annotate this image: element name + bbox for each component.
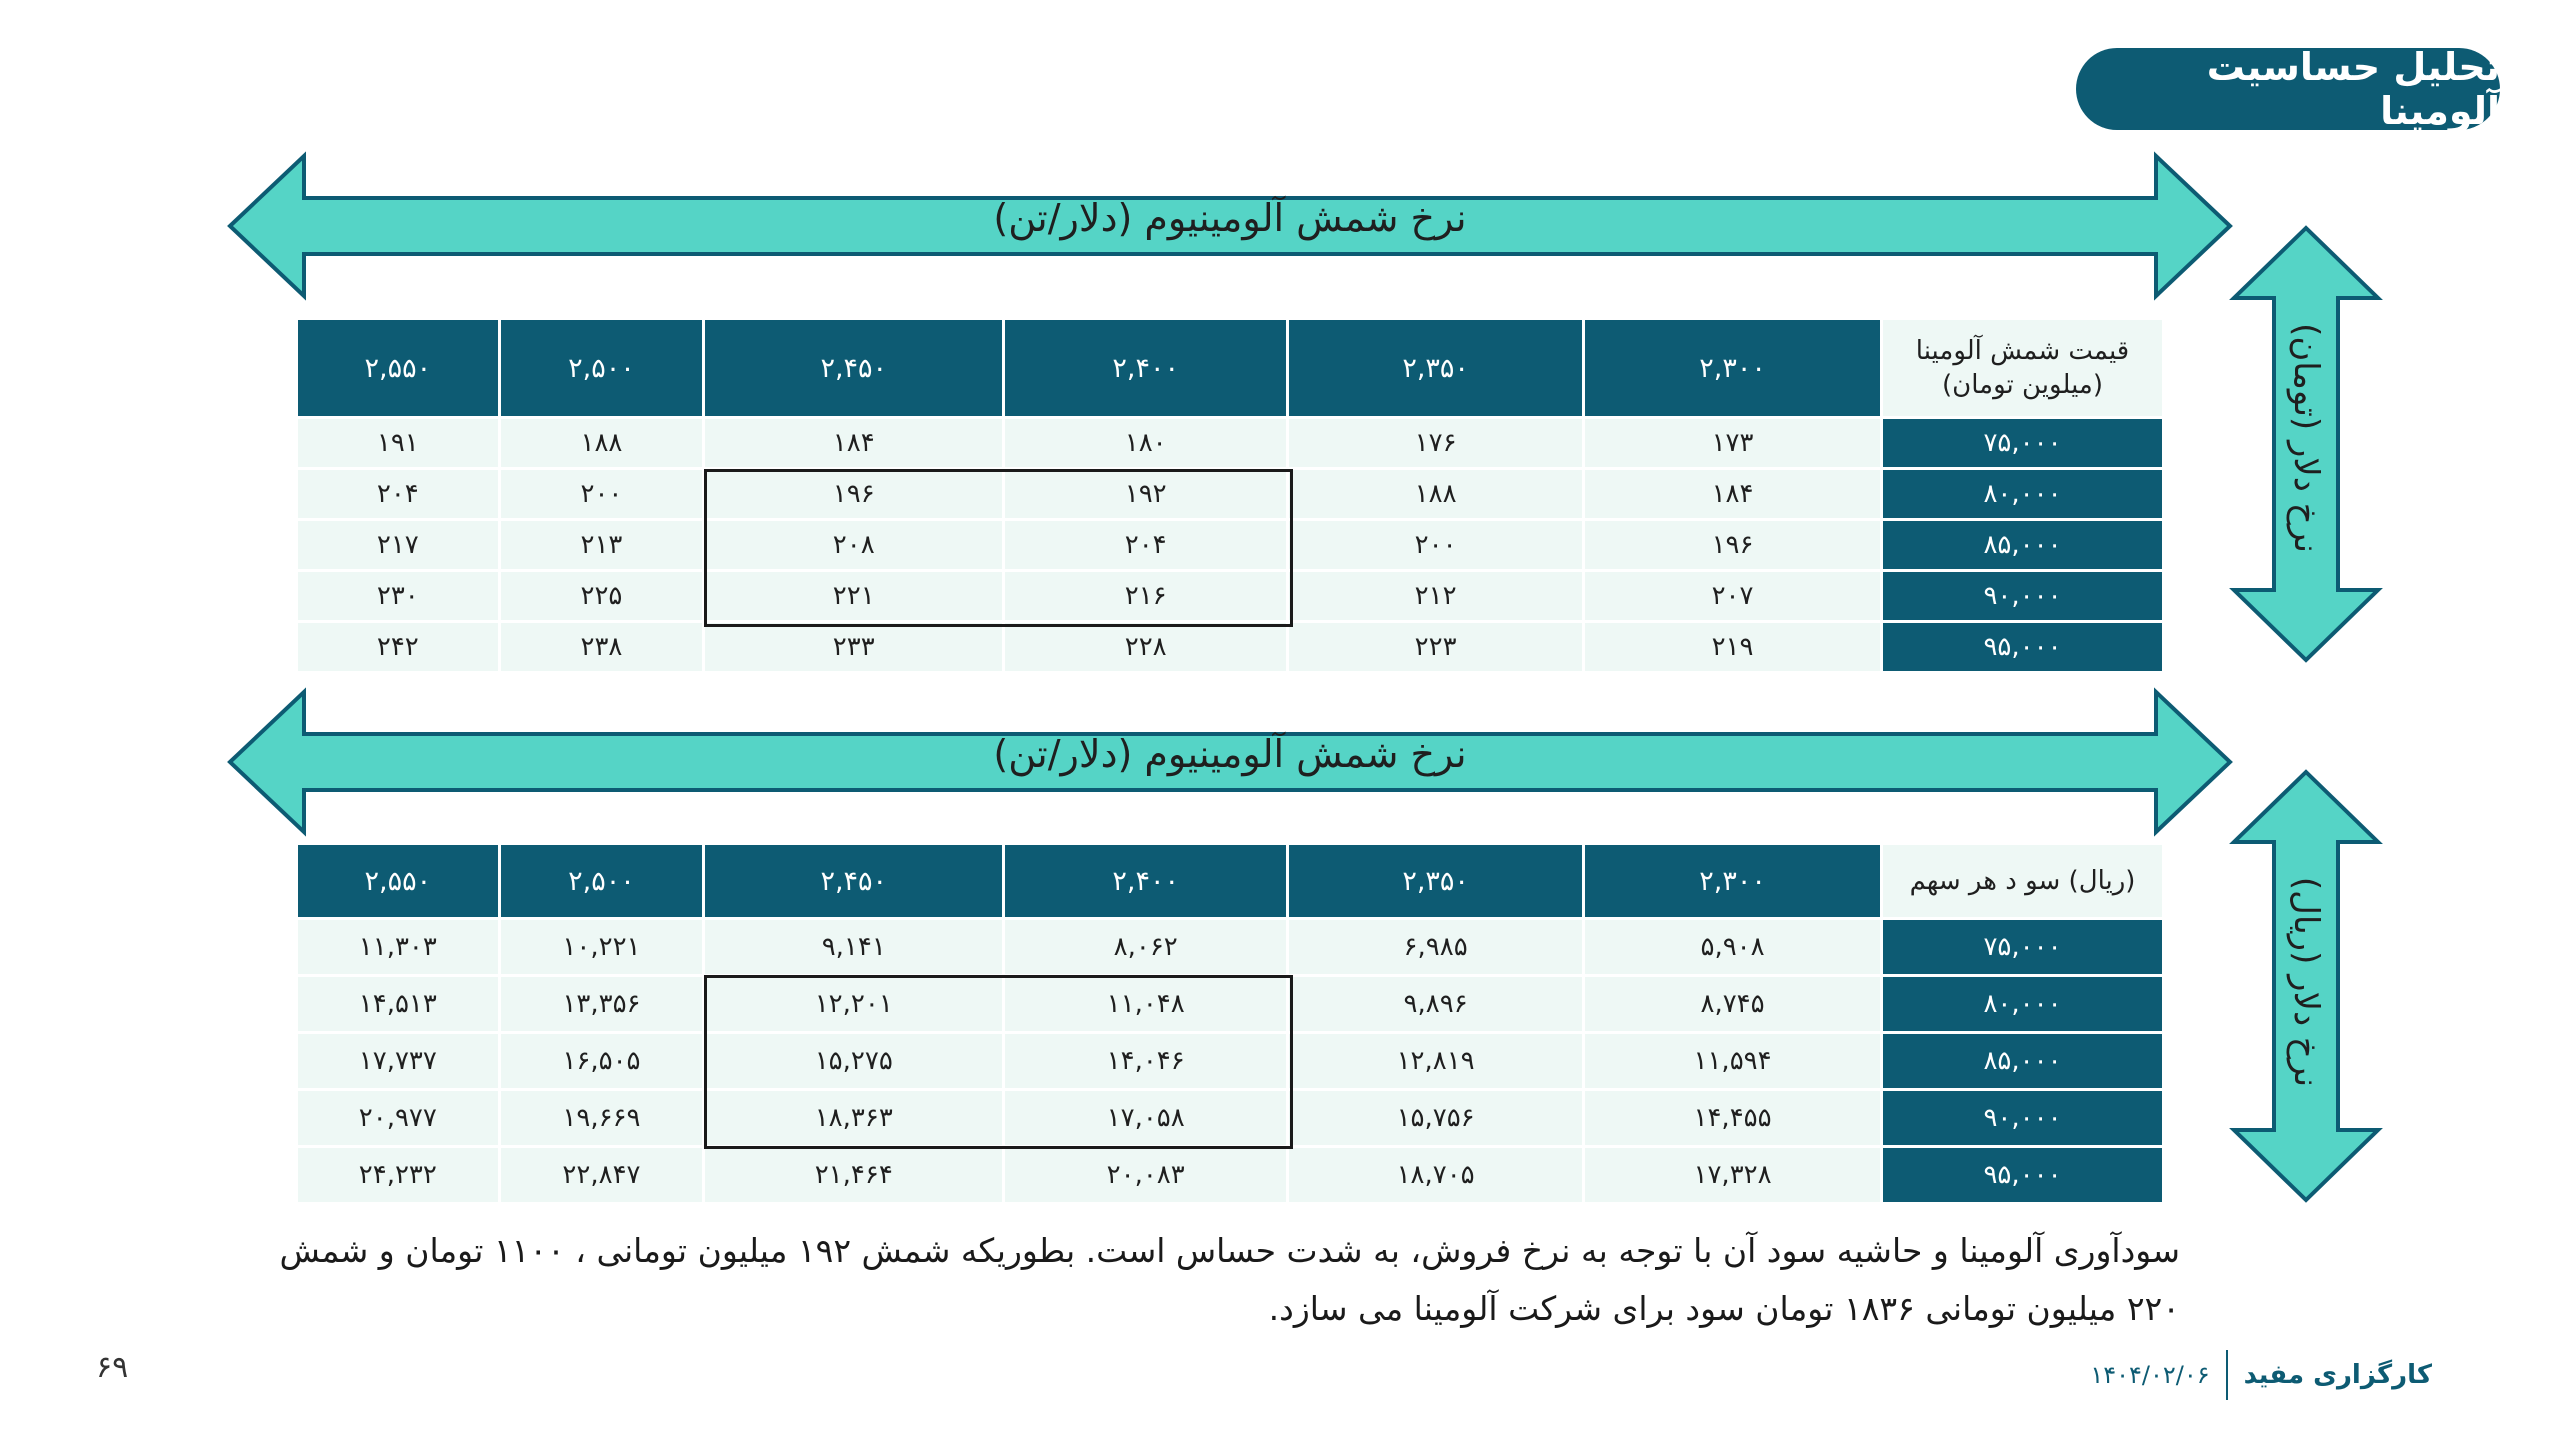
highlight-box-2 <box>704 975 1293 1149</box>
table-cell: ۱۱,۵۹۴ <box>1585 1034 1880 1088</box>
report-date: ۱۴۰۴/۰۲/۰۶ <box>2090 1361 2210 1389</box>
table-cell: ۱۴,۴۵۵ <box>1585 1091 1880 1145</box>
table-cell: ۱۷,۰۵۸ <box>1005 1091 1286 1145</box>
aluminium-price-axis-label-2: نرخ شمش آلومینیوم (دلار/تن) <box>993 732 1467 776</box>
table-cell: ۱۹,۶۶۹ <box>501 1091 703 1145</box>
table-cell: ۱۷,۳۲۸ <box>1585 1148 1880 1202</box>
table-cell: ۵,۹۰۸ <box>1585 920 1880 974</box>
table-cell: ۲۰۴ <box>1005 521 1286 569</box>
table-corner-label: (ریال) سو د هر سهم <box>1883 845 2162 917</box>
dollar-rate-row-header: ۷۵,۰۰۰ <box>1883 419 2162 467</box>
highlight-box-1 <box>704 469 1293 627</box>
price-column-header: ۲,۴۰۰ <box>1005 320 1286 416</box>
price-column-header: ۲,۴۰۰ <box>1005 845 1286 917</box>
dollar-rate-row-header: ۸۰,۰۰۰ <box>1883 470 2162 518</box>
table-cell: ۲۲۵ <box>501 572 703 620</box>
table-cell: ۲۲۳ <box>1289 623 1582 671</box>
table-cell: ۱۷۳ <box>1585 419 1880 467</box>
table-cell: ۱۹۶ <box>1585 521 1880 569</box>
price-column-header: ۲,۵۰۰ <box>501 845 703 917</box>
table-cell: ۱۸,۳۶۳ <box>705 1091 1002 1145</box>
table-cell: ۲۳۸ <box>501 623 703 671</box>
table-cell: ۲۱۷ <box>298 521 498 569</box>
table-cell: ۱۸۸ <box>1289 470 1582 518</box>
table-cell: ۱۲,۲۰۱ <box>705 977 1002 1031</box>
table-cell: ۲۱۳ <box>501 521 703 569</box>
page-number: ۶۹ <box>96 1350 129 1385</box>
table-cell: ۲۲۸ <box>1005 623 1286 671</box>
aluminium-price-axis-label-1: نرخ شمش آلومینیوم (دلار/تن) <box>993 196 1467 240</box>
table-cell: ۱۸۴ <box>705 419 1002 467</box>
table-cell: ۲۰,۹۷۷ <box>298 1091 498 1145</box>
price-column-header: ۲,۵۰۰ <box>501 320 703 416</box>
table-cell: ۱۸,۷۰۵ <box>1289 1148 1582 1202</box>
price-column-header: ۲,۳۵۰ <box>1289 320 1582 416</box>
table-cell: ۹,۸۹۶ <box>1289 977 1582 1031</box>
table-cell: ۱۸۴ <box>1585 470 1880 518</box>
table-cell: ۲۰,۰۸۳ <box>1005 1148 1286 1202</box>
table-cell: ۲۱۲ <box>1289 572 1582 620</box>
brand-name: کارگزاری مفید <box>2243 1360 2432 1390</box>
table-cell: ۲۴۲ <box>298 623 498 671</box>
table-cell: ۱۲,۸۱۹ <box>1289 1034 1582 1088</box>
table-cell: ۲۰۰ <box>501 470 703 518</box>
table-cell: ۲۱,۴۶۴ <box>705 1148 1002 1202</box>
table-cell: ۲۰۷ <box>1585 572 1880 620</box>
table-cell: ۲۱۶ <box>1005 572 1286 620</box>
table-cell: ۱۵,۷۵۶ <box>1289 1091 1582 1145</box>
footer-divider <box>2226 1350 2228 1400</box>
table-cell: ۸,۷۴۵ <box>1585 977 1880 1031</box>
table-cell: ۲۳۰ <box>298 572 498 620</box>
table-cell: ۸,۰۶۲ <box>1005 920 1286 974</box>
table-cell: ۱۱,۰۴۸ <box>1005 977 1286 1031</box>
table-corner-label: قیمت شمش آلومینا (میلوین تومان) <box>1883 320 2162 416</box>
table-cell: ۲۲,۸۴۷ <box>501 1148 703 1202</box>
page-title: تحلیل حساسیت آلومینا <box>2076 48 2500 130</box>
dollar-rate-row-header: ۹۵,۰۰۰ <box>1883 623 2162 671</box>
price-column-header: ۲,۵۵۰ <box>298 320 498 416</box>
dollar-rate-row-header: ۹۵,۰۰۰ <box>1883 1148 2162 1202</box>
price-column-header: ۲,۳۵۰ <box>1289 845 1582 917</box>
price-column-header: ۲,۵۵۰ <box>298 845 498 917</box>
dollar-rate-row-header: ۹۰,۰۰۰ <box>1883 1091 2162 1145</box>
price-column-header: ۲,۳۰۰ <box>1585 320 1880 416</box>
table-cell: ۲۰۸ <box>705 521 1002 569</box>
table-cell: ۶,۹۸۵ <box>1289 920 1582 974</box>
price-column-header: ۲,۳۰۰ <box>1585 845 1880 917</box>
dollar-rate-row-header: ۸۵,۰۰۰ <box>1883 521 2162 569</box>
dollar-rate-row-header: ۹۰,۰۰۰ <box>1883 572 2162 620</box>
table-cell: ۱۹۶ <box>705 470 1002 518</box>
table-cell: ۲۲۱ <box>705 572 1002 620</box>
table-cell: ۱۹۲ <box>1005 470 1286 518</box>
table-cell: ۱۴,۰۴۶ <box>1005 1034 1286 1088</box>
table-cell: ۱۶,۵۰۵ <box>501 1034 703 1088</box>
table-cell: ۱۹۱ <box>298 419 498 467</box>
table-cell: ۱۷,۷۳۷ <box>298 1034 498 1088</box>
footer <box>2090 1350 2432 1400</box>
table-cell: ۹,۱۴۱ <box>705 920 1002 974</box>
table-cell: ۱۸۰ <box>1005 419 1286 467</box>
table-cell: ۱۸۸ <box>501 419 703 467</box>
price-column-header: ۲,۴۵۰ <box>705 845 1002 917</box>
table-cell: ۲۰۴ <box>298 470 498 518</box>
table-cell: ۱۵,۲۷۵ <box>705 1034 1002 1088</box>
table-cell: ۱۴,۵۱۳ <box>298 977 498 1031</box>
dollar-rate-row-header: ۷۵,۰۰۰ <box>1883 920 2162 974</box>
dollar-rate-toman-label: نرخ دلار (تومان) <box>2286 323 2326 553</box>
dollar-rate-rial-label: نرخ دلار (ریال) <box>2286 876 2326 1088</box>
table-cell: ۲۴,۲۳۲ <box>298 1148 498 1202</box>
table-cell: ۱۱,۳۰۳ <box>298 920 498 974</box>
table-cell: ۱۷۶ <box>1289 419 1582 467</box>
dollar-rate-row-header: ۸۰,۰۰۰ <box>1883 977 2162 1031</box>
analysis-note: سودآوری آلومینا و حاشیه سود آن با توجه به نرخ فروش، به شدت حساس است. بطوریکه شمش ۱۹۲ میلیون تومانی ، ۱۱۰۰ تومان و شمش ۲۲۰ میلیون تومانی ۱۸۳۶ تومان سود برای شرکت آلومینا می سازد. <box>279 1231 2180 1328</box>
table-cell: ۱۰,۲۲۱ <box>501 920 703 974</box>
dollar-rate-row-header: ۸۵,۰۰۰ <box>1883 1034 2162 1088</box>
table-cell: ۲۱۹ <box>1585 623 1880 671</box>
table-cell: ۲۰۰ <box>1289 521 1582 569</box>
price-column-header: ۲,۴۵۰ <box>705 320 1002 416</box>
table-cell: ۱۳,۳۵۶ <box>501 977 703 1031</box>
table-cell: ۲۳۳ <box>705 623 1002 671</box>
